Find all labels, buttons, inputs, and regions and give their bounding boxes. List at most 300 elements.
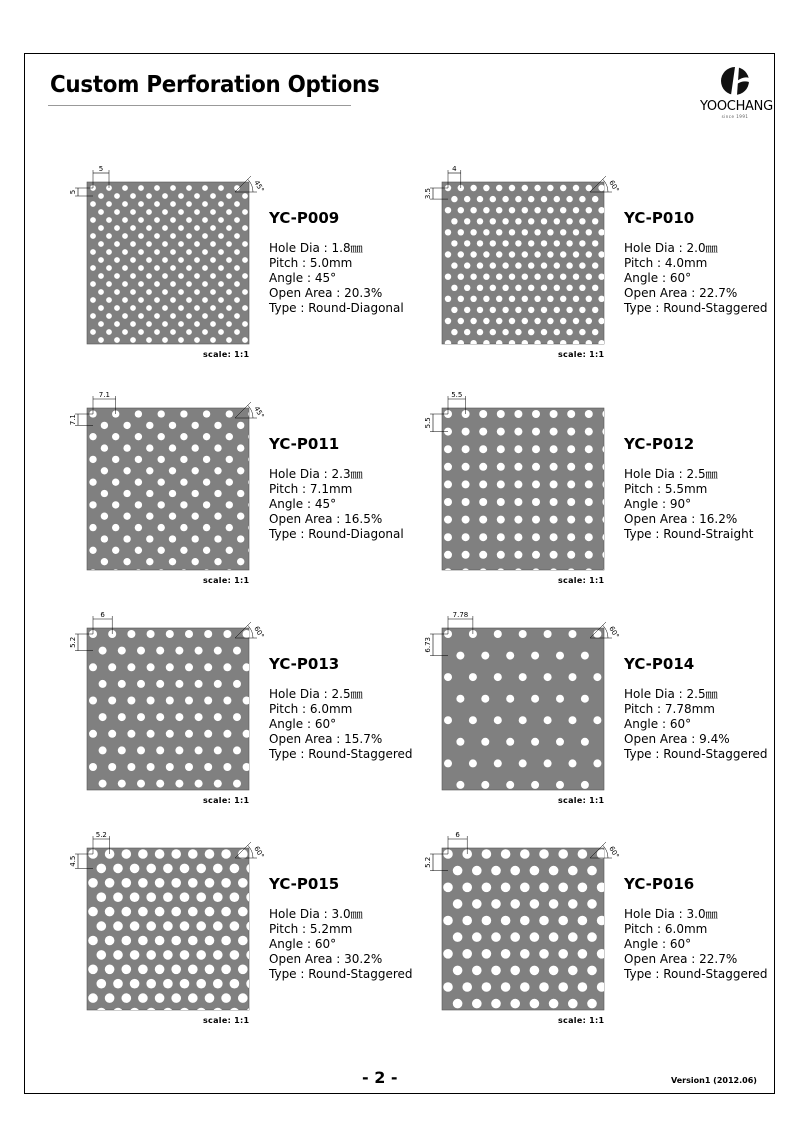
hole: [112, 433, 119, 440]
hole: [90, 297, 96, 303]
hole: [194, 193, 200, 199]
hole: [196, 864, 206, 874]
hole: [549, 899, 559, 909]
hole: [464, 329, 470, 335]
hole: [586, 207, 592, 213]
hole: [514, 533, 522, 541]
angle-label: 60°: [607, 625, 621, 640]
hole: [205, 849, 215, 859]
hole: [470, 296, 476, 302]
hole: [226, 305, 232, 311]
hole: [170, 217, 176, 223]
hole: [243, 630, 251, 638]
hole-dia: Hole Dia : 2.5㎜: [269, 687, 363, 701]
hole: [113, 892, 123, 902]
hole: [171, 993, 181, 1003]
hole: [491, 932, 501, 942]
hole: [497, 463, 505, 471]
hole: [243, 697, 251, 705]
hole: [483, 318, 489, 324]
hole: [180, 569, 187, 576]
hole: [566, 218, 572, 224]
hole: [223, 730, 231, 738]
hole: [464, 285, 470, 291]
hole: [462, 445, 470, 453]
hole: [226, 547, 233, 554]
hole: [214, 513, 221, 520]
hole: [122, 281, 128, 287]
hole-dia: Hole Dia : 2.0㎜: [624, 241, 718, 255]
hole: [214, 444, 221, 451]
hole: [444, 498, 452, 506]
hole: [567, 533, 575, 541]
hole: [558, 982, 568, 992]
hole: [146, 892, 156, 902]
hole: [202, 201, 208, 207]
row-dimension: 5: [69, 189, 77, 195]
hole: [147, 730, 155, 738]
hole: [238, 936, 248, 946]
hole: [501, 982, 511, 992]
hole: [549, 932, 559, 942]
pitch: Pitch : 5.5mm: [624, 482, 708, 496]
hole: [113, 950, 123, 960]
hole: [210, 257, 216, 263]
hole: [203, 479, 210, 486]
hole: [192, 513, 199, 520]
hole: [114, 225, 120, 231]
hole: [530, 932, 540, 942]
hole: [192, 535, 199, 542]
hole: [470, 274, 476, 280]
hole: [578, 883, 588, 893]
hole: [137, 746, 145, 754]
hole: [180, 1008, 190, 1018]
hole: [502, 329, 508, 335]
hole: [544, 673, 552, 681]
hole: [163, 892, 173, 902]
hole: [180, 501, 187, 508]
hole: [138, 265, 144, 271]
hole: [130, 864, 140, 874]
hole: [154, 185, 160, 191]
hole: [528, 218, 534, 224]
hole: [226, 273, 232, 279]
row-dimension: 5.2: [424, 856, 432, 868]
hole: [122, 313, 128, 319]
hole: [138, 965, 148, 975]
hole: [90, 201, 96, 207]
hole: [166, 630, 174, 638]
hole: [246, 892, 256, 902]
hole: [98, 241, 104, 247]
hole: [532, 551, 540, 559]
hole: [556, 781, 564, 789]
hole: [497, 445, 505, 453]
hole: [587, 999, 597, 1009]
hole: [205, 907, 215, 917]
hole: [89, 663, 97, 671]
hole: [138, 329, 144, 335]
open-area: Open Area : 22.7%: [624, 952, 738, 966]
scale-label: scale: 1:1: [558, 350, 605, 359]
hole: [101, 467, 108, 474]
hole: [146, 467, 153, 474]
hole: [506, 781, 514, 789]
hole: [234, 233, 240, 239]
hole: [497, 533, 505, 541]
hole: [135, 433, 142, 440]
hole: [178, 257, 184, 263]
hole: [541, 196, 547, 202]
hole: [496, 318, 502, 324]
hole: [88, 878, 98, 888]
pitch-dimension: 6: [100, 611, 105, 619]
hole: [108, 763, 116, 771]
hole: [226, 321, 232, 327]
hole: [531, 652, 539, 660]
hole: [230, 892, 240, 902]
hole: [146, 321, 152, 327]
hole: [479, 516, 487, 524]
hole: [106, 281, 112, 287]
hole: [89, 730, 97, 738]
hole: [146, 273, 152, 279]
hole: [185, 663, 193, 671]
version-label: Version1 (2012.06): [671, 1076, 757, 1085]
hole: [519, 759, 527, 767]
hole: [146, 209, 152, 215]
hole: [218, 185, 224, 191]
hole: [598, 251, 604, 257]
hole: [218, 233, 224, 239]
hole: [210, 273, 216, 279]
product-specs: [269, 241, 404, 316]
perforation-plate: [424, 165, 620, 346]
hole: [166, 663, 174, 671]
hole: [464, 218, 470, 224]
hole: [539, 982, 549, 992]
hole: [180, 524, 187, 531]
hole: [88, 936, 98, 946]
hole: [106, 233, 112, 239]
hole: [98, 225, 104, 231]
hole: [514, 428, 522, 436]
hole: [458, 251, 464, 257]
hole: [598, 318, 604, 324]
hole: [218, 217, 224, 223]
hole: [598, 340, 604, 346]
hole: [502, 218, 508, 224]
hole: [242, 289, 248, 295]
hole: [242, 321, 248, 327]
hole: [534, 251, 540, 257]
hole: [477, 218, 483, 224]
hole: [482, 883, 492, 893]
hole: [477, 285, 483, 291]
hole: [97, 979, 107, 989]
hole: [135, 547, 142, 554]
hole: [203, 456, 210, 463]
hole: [497, 516, 505, 524]
pitch: Pitch : 5.0mm: [269, 256, 353, 270]
hole: [462, 480, 470, 488]
hole: [242, 225, 248, 231]
hole: [166, 763, 174, 771]
hole: [218, 297, 224, 303]
hole: [130, 225, 136, 231]
hole: [496, 296, 502, 302]
hole: [593, 759, 601, 767]
angle: Angle : 60°: [624, 717, 692, 731]
hole: [155, 993, 165, 1003]
hole: [567, 551, 575, 559]
hole: [479, 428, 487, 436]
hole: [130, 321, 136, 327]
hole: [203, 410, 210, 417]
hole: [192, 558, 199, 565]
hole: [602, 551, 610, 559]
hole: [188, 849, 198, 859]
hole: [520, 883, 530, 893]
hole: [597, 883, 607, 893]
hole: [509, 296, 515, 302]
hole: [112, 524, 119, 531]
hole: [491, 966, 501, 976]
hole: [494, 759, 502, 767]
hole: [214, 713, 222, 721]
hole: [204, 663, 212, 671]
hole: [98, 289, 104, 295]
hole: [170, 265, 176, 271]
hole: [581, 695, 589, 703]
hole: [170, 249, 176, 255]
hole: [194, 337, 200, 343]
hole: [532, 568, 540, 576]
hole: [147, 697, 155, 705]
scale-label: scale: 1:1: [203, 350, 250, 359]
hole: [146, 558, 153, 565]
hole: [147, 630, 155, 638]
hole: [163, 979, 173, 989]
hole: [122, 993, 132, 1003]
hole: [122, 936, 132, 946]
hole: [186, 329, 192, 335]
hole: [114, 305, 120, 311]
hole: [162, 321, 168, 327]
hole: [234, 201, 240, 207]
hole: [146, 490, 153, 497]
hole: [248, 501, 255, 508]
hole: [89, 524, 96, 531]
hole: [602, 516, 610, 524]
hole: [481, 738, 489, 746]
hole: [479, 568, 487, 576]
hole: [138, 878, 148, 888]
hole-dia: Hole Dia : 3.0㎜: [624, 907, 718, 921]
hole: [108, 663, 116, 671]
hole: [98, 337, 104, 343]
hole: [113, 864, 123, 874]
hole: [178, 193, 184, 199]
hole: [218, 313, 224, 319]
hole: [520, 949, 530, 959]
hole: [573, 296, 579, 302]
hole: [90, 313, 96, 319]
hole: [593, 630, 601, 638]
hole: [532, 516, 540, 524]
hole: [226, 524, 233, 531]
hole: [522, 274, 528, 280]
hole: [497, 551, 505, 559]
hole: [123, 558, 130, 565]
hole: [114, 337, 120, 343]
hole: [539, 916, 549, 926]
hole: [587, 966, 597, 976]
hole: [510, 866, 520, 876]
angle-label: 60°: [607, 179, 621, 194]
hole: [532, 533, 540, 541]
open-area: Open Area : 16.5%: [269, 512, 383, 526]
hole: [226, 209, 232, 215]
hole: [186, 249, 192, 255]
hole: [242, 193, 248, 199]
hole: [169, 513, 176, 520]
hole: [502, 262, 508, 268]
hole: [444, 716, 452, 724]
hole: [528, 262, 534, 268]
hole: [178, 241, 184, 247]
hole: [158, 569, 165, 576]
hole: [188, 907, 198, 917]
scale-label: scale: 1:1: [203, 796, 250, 805]
pattern-type: Type : Round-Staggered: [624, 301, 768, 315]
hole: [550, 463, 558, 471]
hole: [462, 883, 472, 893]
hole: [587, 866, 597, 876]
hole: [147, 763, 155, 771]
hole: [567, 428, 575, 436]
hole: [592, 218, 598, 224]
product-code: YC-P010: [624, 209, 695, 227]
hole: [514, 445, 522, 453]
hole: [169, 444, 176, 451]
hole: [581, 738, 589, 746]
hole: [541, 218, 547, 224]
hole: [560, 185, 566, 191]
hole: [481, 652, 489, 660]
hole: [445, 340, 451, 346]
hole: [579, 262, 585, 268]
hole: [106, 297, 112, 303]
hole: [483, 207, 489, 213]
hole: [602, 428, 610, 436]
hole: [579, 218, 585, 224]
hole: [233, 647, 241, 655]
scale-label: scale: 1:1: [203, 1016, 250, 1025]
hole: [101, 535, 108, 542]
hole: [550, 551, 558, 559]
hole: [514, 551, 522, 559]
hole: [243, 763, 251, 771]
hole: [185, 630, 193, 638]
hole: [105, 878, 115, 888]
hole: [138, 297, 144, 303]
hole: [237, 513, 244, 520]
hole: [554, 240, 560, 246]
hole: [550, 445, 558, 453]
hole: [127, 763, 135, 771]
hole: [135, 524, 142, 531]
hole: [528, 196, 534, 202]
hole: [156, 746, 164, 754]
hole: [585, 516, 593, 524]
hole: [444, 533, 452, 541]
open-area: Open Area : 9.4%: [624, 732, 730, 746]
hole: [490, 262, 496, 268]
hole: [195, 713, 203, 721]
hole: [547, 296, 553, 302]
hole: [470, 185, 476, 191]
open-area: Open Area : 30.2%: [269, 952, 383, 966]
hole: [234, 249, 240, 255]
hole: [451, 285, 457, 291]
row-dimension: 7.1: [69, 414, 77, 426]
hole: [202, 329, 208, 335]
hole: [195, 746, 203, 754]
hole: [226, 225, 232, 231]
hole: [138, 281, 144, 287]
hole: [502, 285, 508, 291]
hole: [462, 551, 470, 559]
hole: [462, 916, 472, 926]
hole: [106, 313, 112, 319]
hole: [532, 498, 540, 506]
hole: [514, 463, 522, 471]
hole: [547, 318, 553, 324]
hole: [453, 899, 463, 909]
hole: [101, 490, 108, 497]
pattern-type: Type : Round-Diagonal: [269, 527, 404, 541]
hole: [223, 630, 231, 638]
hole: [137, 680, 145, 688]
product-code: YC-P011: [269, 435, 340, 453]
hole: [99, 680, 107, 688]
hole: [602, 463, 610, 471]
hole: [180, 456, 187, 463]
hole: [456, 781, 464, 789]
hole: [586, 274, 592, 280]
hole: [497, 498, 505, 506]
hole: [451, 218, 457, 224]
hole: [154, 297, 160, 303]
hole: [482, 916, 492, 926]
hole: [248, 433, 255, 440]
scale-label: scale: 1:1: [558, 1016, 605, 1025]
hole: [214, 680, 222, 688]
hole: [496, 185, 502, 191]
hole: [579, 285, 585, 291]
hole: [558, 949, 568, 959]
hole: [462, 498, 470, 506]
hole: [567, 463, 575, 471]
product-specs: [624, 467, 753, 542]
hole: [445, 274, 451, 280]
hole: [214, 467, 221, 474]
hole: [130, 209, 136, 215]
hole: [483, 251, 489, 257]
hole: [226, 433, 233, 440]
